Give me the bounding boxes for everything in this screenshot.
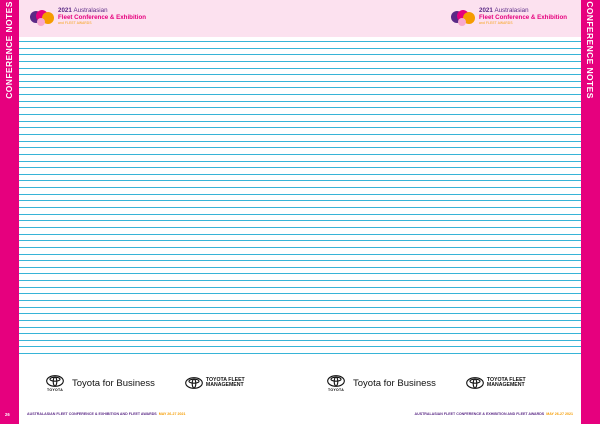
toyota-for-business-text: Toyota for Business [353, 377, 436, 389]
ruled-line [300, 81, 581, 82]
ruled-line [300, 180, 581, 181]
ruled-line [300, 346, 581, 347]
tfm-line2: MANAGEMENT [486, 382, 525, 388]
ruled-line [19, 154, 300, 155]
ruled-line [19, 174, 300, 175]
conference-logo [29, 8, 146, 28]
logo-year: 2021 [58, 7, 72, 14]
toyota-emblem-icon [46, 375, 64, 387]
ruled-line [19, 48, 300, 49]
page-number: 27 [306, 412, 311, 417]
ruled-line [300, 147, 581, 148]
ruled-line [300, 200, 581, 201]
ruled-line [300, 134, 581, 135]
ruled-line [19, 267, 300, 268]
ruled-line [300, 333, 581, 334]
ruled-line [300, 174, 581, 175]
tfm-line1: TOYOTA FLEET [486, 376, 526, 383]
ruled-line [19, 161, 300, 162]
logo-line3: and FLEET AWARDS [58, 21, 92, 25]
ruled-line [300, 114, 581, 115]
ruled-line [19, 273, 300, 274]
ruled-line [300, 280, 581, 281]
ruled-line [19, 194, 300, 195]
toyota-wordmark: TOYOTA [327, 387, 345, 392]
ruled-line [300, 234, 581, 235]
footer-dates: MAY 26-27 2021 [546, 412, 573, 416]
footer-text: AUSTRALASIAN FLEET CONFERENCE & EXHIBITION AND FLEET AWARDS [27, 412, 157, 416]
ruled-line [19, 180, 300, 181]
ruled-line [19, 340, 300, 341]
ruled-line [300, 167, 581, 168]
ruled-lines [19, 41, 300, 357]
toyota-emblem-icon [466, 377, 484, 389]
page-header [300, 0, 581, 37]
ruled-line [19, 333, 300, 334]
logo-line1: Australasian [494, 7, 529, 14]
ruled-line [300, 121, 581, 122]
ruled-line [300, 214, 581, 215]
sponsor-logos [46, 368, 245, 398]
tfm-line1: TOYOTA FLEET [205, 376, 245, 383]
ruled-line [300, 207, 581, 208]
toyota-fleet-management-logo [466, 377, 526, 389]
ruled-line [19, 74, 300, 75]
toyota-fleet-management-logo [185, 377, 245, 389]
ruled-line [300, 340, 581, 341]
ruled-line [300, 320, 581, 321]
page-number: 26 [5, 412, 10, 417]
ruled-line [300, 307, 581, 308]
toyota-emblem-icon [327, 375, 345, 387]
ruled-line [300, 300, 581, 301]
ruled-line [300, 101, 581, 102]
logo-line2: Fleet Conference & Exhibition [479, 13, 568, 21]
ruled-line [300, 240, 581, 241]
ruled-line [300, 227, 581, 228]
ruled-line [19, 61, 300, 62]
ruled-line [19, 87, 300, 88]
right-page [300, 0, 600, 424]
ruled-line [300, 141, 581, 142]
ruled-line [300, 154, 581, 155]
ruled-line [19, 227, 300, 228]
ruled-line [19, 81, 300, 82]
ruled-line [19, 167, 300, 168]
ruled-line [19, 346, 300, 347]
ruled-line [300, 260, 581, 261]
side-title: CONFERENCE NOTES [4, 1, 14, 99]
ruled-line [19, 41, 300, 42]
tfm-line2: MANAGEMENT [205, 382, 244, 388]
ruled-line [19, 127, 300, 128]
ruled-line [19, 240, 300, 241]
toyota-wordmark: TOYOTA [46, 387, 64, 392]
ruled-line [19, 107, 300, 108]
ruled-line [19, 134, 300, 135]
footer-text: AUSTRALASIAN FLEET CONFERENCE & EXHIBITION AND FLEET AWARDS [414, 412, 545, 416]
ruled-line [19, 307, 300, 308]
ruled-line [300, 293, 581, 294]
ruled-line [19, 327, 300, 328]
ruled-line [19, 114, 300, 115]
logo-line1: Australasian [73, 7, 108, 14]
ruled-line [300, 247, 581, 248]
ruled-line [19, 54, 300, 55]
ruled-line [19, 287, 300, 288]
ruled-line [300, 54, 581, 55]
ruled-line [19, 101, 300, 102]
ruled-line [300, 61, 581, 62]
ruled-line [300, 68, 581, 69]
ruled-line [300, 313, 581, 314]
page-footer [415, 412, 574, 416]
sponsor-logos [327, 368, 526, 398]
conference-logo [450, 8, 567, 28]
ruled-line [19, 147, 300, 148]
ruled-line [19, 353, 300, 354]
ruled-line [19, 313, 300, 314]
ruled-line [19, 214, 300, 215]
ruled-line [300, 254, 581, 255]
ruled-line [300, 161, 581, 162]
ruled-lines [300, 41, 581, 357]
ruled-line [19, 254, 300, 255]
ruled-line [300, 94, 581, 95]
ruled-line [300, 267, 581, 268]
ruled-line [19, 141, 300, 142]
ruled-line [300, 127, 581, 128]
ruled-line [300, 273, 581, 274]
ruled-line [19, 121, 300, 122]
toyota-emblem-icon [185, 377, 203, 389]
ruled-line [300, 327, 581, 328]
ruled-line [19, 300, 300, 301]
ruled-line [19, 220, 300, 221]
circles-logo-icon [450, 8, 476, 28]
ruled-line [19, 200, 300, 201]
side-band [0, 0, 19, 424]
ruled-line [300, 220, 581, 221]
logo-line2: Fleet Conference & Exhibition [58, 13, 147, 21]
ruled-line [300, 48, 581, 49]
ruled-line [19, 280, 300, 281]
toyota-for-business-text: Toyota for Business [72, 377, 155, 389]
ruled-line [300, 74, 581, 75]
ruled-line [300, 107, 581, 108]
ruled-line [300, 353, 581, 354]
ruled-line [19, 247, 300, 248]
ruled-line [19, 94, 300, 95]
ruled-line [19, 234, 300, 235]
ruled-line [300, 187, 581, 188]
ruled-line [300, 41, 581, 42]
page-footer [27, 412, 186, 416]
toyota-for-business-logo [327, 375, 436, 392]
ruled-line [300, 194, 581, 195]
ruled-line [300, 287, 581, 288]
ruled-line [19, 293, 300, 294]
circles-logo-icon [29, 8, 55, 28]
ruled-line [300, 87, 581, 88]
side-title: CONFERENCE NOTES [585, 1, 595, 99]
ruled-line [19, 260, 300, 261]
side-band [581, 0, 600, 424]
logo-year: 2021 [479, 7, 493, 14]
ruled-line [19, 68, 300, 69]
ruled-line [19, 320, 300, 321]
ruled-line [19, 207, 300, 208]
page-header [19, 0, 300, 37]
ruled-line [19, 187, 300, 188]
footer-dates: MAY 26-27 2021 [158, 412, 186, 416]
toyota-for-business-logo [46, 375, 155, 392]
logo-line3: and FLEET AWARDS [479, 21, 513, 25]
